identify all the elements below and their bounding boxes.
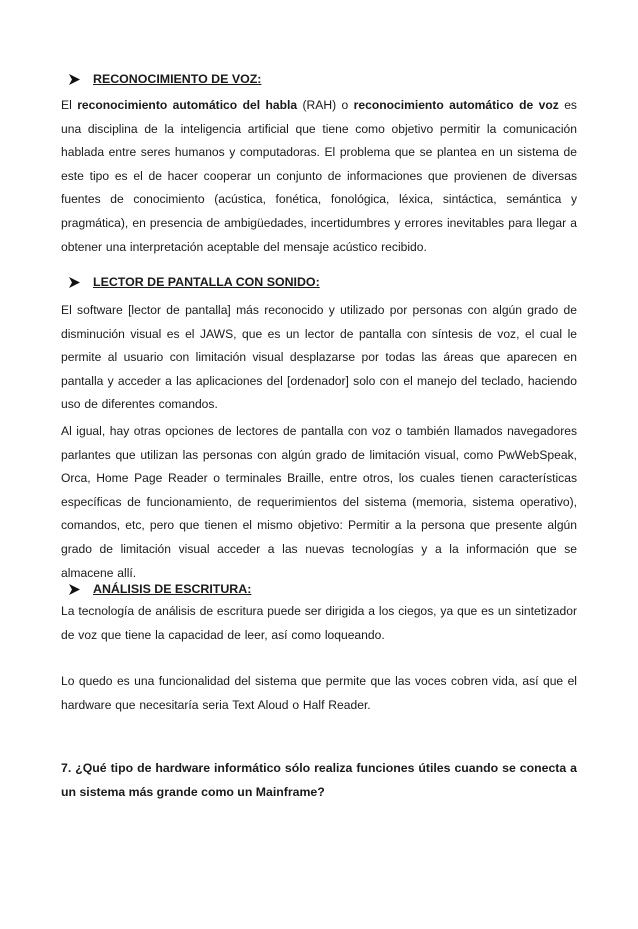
heading-label: ANÁLISIS DE ESCRITURA:	[93, 582, 252, 596]
bold-term: reconocimiento automático del habla	[77, 98, 298, 112]
heading-label: RECONOCIMIENTO DE VOZ:	[93, 72, 262, 86]
paragraph-reconocimiento	[61, 94, 577, 259]
question-heading: 7. ¿Qué tipo de hardware informático sólo realiza funciones útiles cuando se conecta a un sistema más grande como un Mainframe?	[61, 761, 577, 799]
section-heading-lector	[68, 273, 320, 291]
arrow-bullet-icon	[68, 583, 81, 596]
text-run: que tiene como objetivo permitir la comunicación hablada entre seres humanos y computadoras. El problema que se plantea en un sistema de este tipo es el de hacer cooperar un conjunto de informaciones que provienen de diversas fuentes de conocimiento (acústica, fonética, fonológica, léxica, sintáctica, semántica y pragmática), en presencia de ambigüedades, incertidumbres y errores inevitables para llegar a obtener una interpretación aceptable del mensaje acústico recibido.	[61, 121, 577, 254]
paragraph-analisis-1: La tecnología de análisis de escritura puede ser dirigida a los ciegos, ya que es un sintetizador de voz que tiene la capacidad de leer, así como loqueando.	[61, 604, 577, 642]
arrow-bullet-icon	[68, 73, 81, 86]
text-run: (RAH) o	[297, 98, 354, 112]
link-text: inteligencia artificial	[180, 121, 289, 136]
paragraph-lector-2: Al igual, hay otras opciones de lectores de pantalla con voz o también llamados navegadores parlantes que utilizan las personas con algún grado de limitación visual, como PwWebSpeak, Orca, Home Page Reader o terminales Braille, entre otros, los cuales tienen características específicas de funcionamiento, de requerimientos del sistema (memoria, sistema operativo), comandos, etc, pero que tienen el mismo objetivo: Permitir a la persona que presente algún grado de limitación visual acceder a las nuevas tecnologías y a la información que se almacene allí.	[61, 424, 577, 580]
paragraph-analisis-2: Lo quedo es una funcionalidad del sistema que permite que las voces cobren vida, así que el hardware que necesitaría seria Text Aloud o Half Reader.	[61, 674, 577, 712]
arrow-bullet-icon	[68, 276, 81, 289]
text-run: El	[61, 98, 78, 112]
paragraph-lector-1: El software [lector de pantalla] más reconocido y utilizado por personas con algún grado de disminución visual es el JAWS, que es un lector de pantalla con síntesis de voz, el cual le permite al usuario con limitación visual desplazarse por todas las áreas que aparecen en pantalla y acceder a las aplicaciones del [ordenador] solo con el manejo del teclado, haciendo uso de diferentes comandos.	[61, 303, 577, 412]
section-heading-analisis	[68, 580, 251, 598]
heading-label: LECTOR DE PANTALLA CON SONIDO:	[93, 275, 320, 289]
section-heading-reconocimiento	[68, 70, 261, 88]
text-run: es una disciplina de la	[61, 98, 577, 136]
bold-term: reconocimiento automático de voz	[353, 98, 559, 112]
